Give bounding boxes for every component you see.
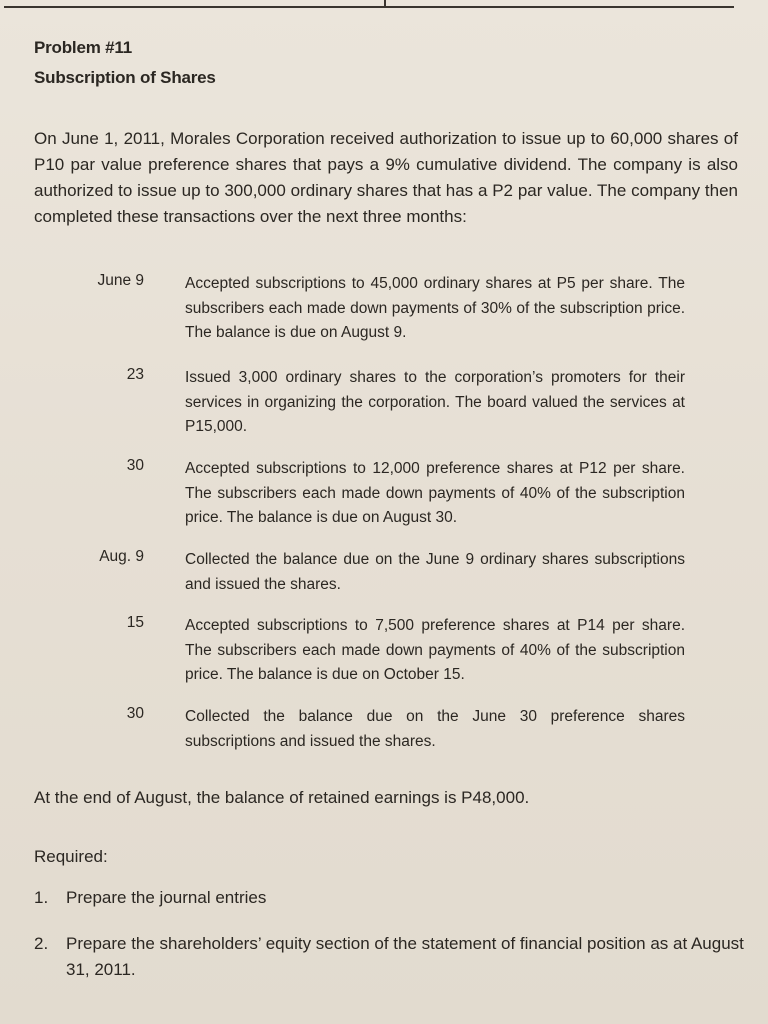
transaction-date: 30 <box>126 705 144 722</box>
transaction-description: Issued 3,000 ordinary shares to the corporation’s promoters for their services in organizing the corporation. The board valued the services at P15,000. <box>185 369 685 435</box>
transaction-description: Accepted subscriptions to 45,000 ordinary shares at P5 per share. The subscribers each made down payments of 30% of the subscription price. The balance is due on August 9. <box>185 275 685 341</box>
transaction-date: 30 <box>126 457 144 474</box>
required-item-text: Prepare the journal entries <box>66 888 267 907</box>
top-border <box>4 0 734 8</box>
required-item-number: 2. <box>34 934 49 953</box>
required-heading: Required: <box>34 847 108 866</box>
transaction-description: Accepted subscriptions to 12,000 preference shares at P12 per share. The subscribers each made down payments of 40% of the subscription price. The balance is due on August 30. <box>185 460 685 526</box>
transaction-date: Aug. 9 <box>99 548 144 565</box>
transaction-date: 15 <box>126 614 144 631</box>
closing-statement: At the end of August, the balance of retained earnings is P48,000. <box>34 788 530 807</box>
transaction-date: 23 <box>126 366 144 383</box>
intro-paragraph: On June 1, 2011, Morales Corporation received authorization to issue up to 60,000 shares of P10 par value preference shares that pays a 9% cumulative dividend. The company is also authorized to issue up to 300,000 ordinary shares that has a P2 par value. The company then completed these transactions over the next three months: <box>34 129 738 226</box>
transaction-description: Collected the balance due on the June 30 preference shares subscriptions and issued the shares. <box>185 708 685 750</box>
problem-number: Problem #11 <box>34 38 132 57</box>
transaction-description: Accepted subscriptions to 7,500 preference shares at P14 per share. The subscribers each made down payments of 40% of the subscription price. The balance is due on October 15. <box>185 617 685 683</box>
transaction-description: Collected the balance due on the June 9 ordinary shares subscriptions and issued the shares. <box>185 551 685 593</box>
required-item-number: 1. <box>34 888 49 907</box>
transaction-date: June 9 <box>97 272 144 289</box>
problem-title: Subscription of Shares <box>34 68 216 87</box>
required-item-text: Prepare the shareholders’ equity section of the statement of financial position as at August 31, 2011. <box>66 934 744 979</box>
